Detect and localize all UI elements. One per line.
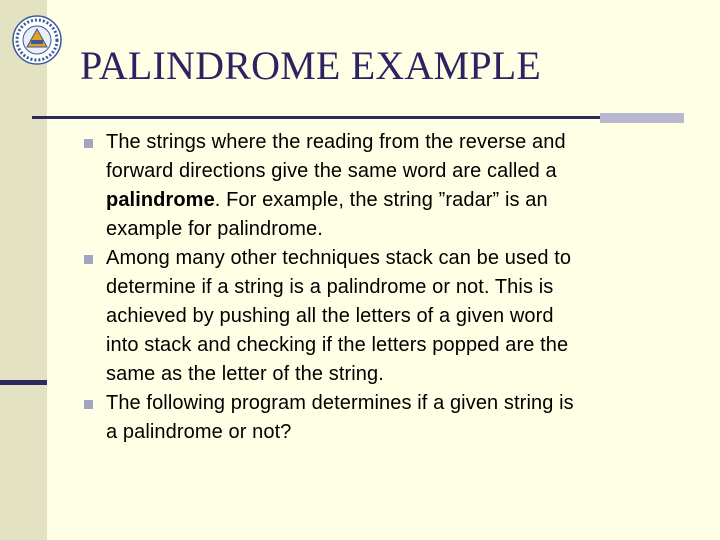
title-divider-accent xyxy=(600,113,684,123)
slide-title: PALINDROME EXAMPLE xyxy=(80,43,542,88)
square-bullet-icon xyxy=(84,400,93,409)
bullet-line: Among many other techniques stack can be used to xyxy=(106,247,572,269)
bold-term: palindrome xyxy=(106,189,215,211)
bullet-line: achieved by pushing all the letters of a given word xyxy=(106,305,554,327)
bullet-item xyxy=(82,244,682,389)
bullet-item xyxy=(82,128,682,244)
title-divider-rule xyxy=(32,116,652,119)
bullet-line: example for palindrome. xyxy=(106,218,323,240)
bullet-line: The strings where the reading from the reverse and xyxy=(106,131,566,153)
bullet-line: a palindrome or not? xyxy=(106,421,292,443)
sidebar-accent-bar xyxy=(0,380,47,385)
square-bullet-icon xyxy=(84,255,93,264)
bullet-text: . For example, the string ”radar” is an xyxy=(214,189,548,211)
bullet-line: forward directions give the same word are called a xyxy=(106,160,557,182)
bullet-line: The following program determines if a given string is xyxy=(106,392,574,414)
left-sidebar-band xyxy=(0,0,47,540)
bullet-item xyxy=(82,389,682,447)
square-bullet-icon xyxy=(84,139,93,148)
bullet-line xyxy=(106,186,682,215)
bullet-list xyxy=(82,128,682,447)
university-seal-icon xyxy=(11,14,63,66)
bullet-line: into stack and checking if the letters popped are the xyxy=(106,334,569,356)
bullet-line: same as the letter of the string. xyxy=(106,363,384,385)
bullet-line: determine if a string is a palindrome or not. This is xyxy=(106,276,554,298)
